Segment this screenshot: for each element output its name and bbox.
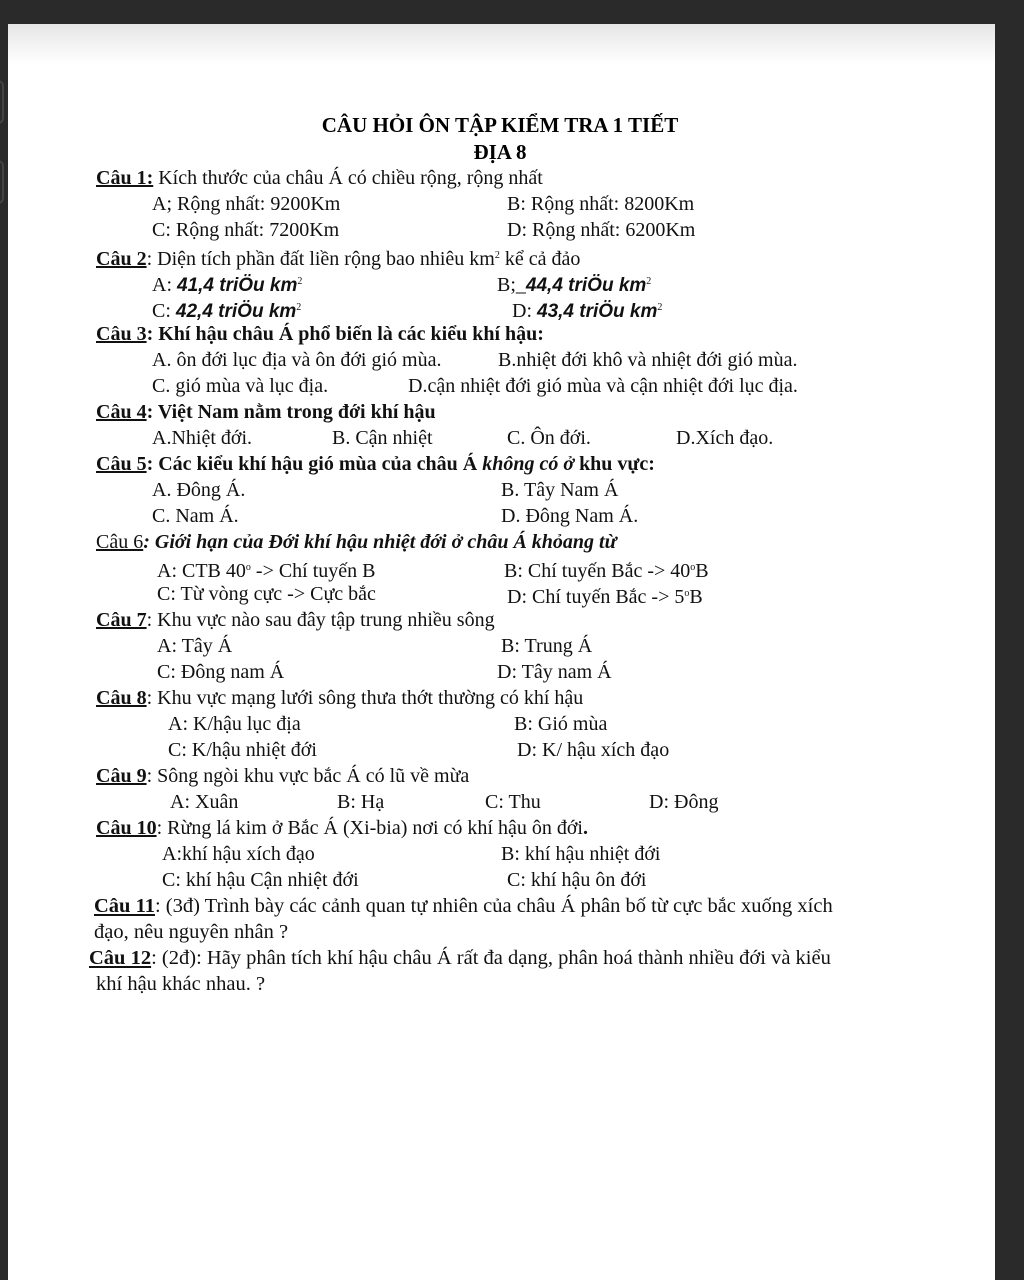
question-12-continued: khí hậu khác nhau. ? [96,973,266,995]
option-d: D. Đông Nam Á. [501,505,639,527]
question-label: Câu 3 [96,323,147,345]
option-a: A:khí hậu xích đạo [162,843,315,865]
option-d: D.cận nhiệt đới gió mùa và cận nhiệt đới lục địa. [408,375,798,397]
option-prefix: B;_ [497,274,526,296]
question-text: Kích thước của châu Á có chiều rộng, rộng nhất [153,167,543,189]
option-c [152,296,301,324]
question-label: Câu 6 [96,531,144,553]
option-text: 41,4 triÖu km [177,275,298,296]
question-label: Câu 2 [96,248,147,270]
option-c: C: Đông nam Á [157,661,285,683]
option-a [157,556,376,583]
question-9 [96,764,469,788]
question-text-italic: không có ở [482,453,575,475]
option-b [497,270,651,298]
question-12 [89,946,831,970]
question-text: khu vực: [574,453,655,475]
question-label: Câu 12 [89,947,152,969]
page-top-shadow [8,24,995,64]
option-c: C: Rộng nhất: 7200Km [152,219,340,241]
binder-ring-icon [0,160,4,204]
option-c: C: Thu [485,791,541,813]
question-text: : (2đ): Hãy phân tích khí hậu châu Á rất đa dạng, phân hoá thành nhiều đới và kiểu [151,947,831,969]
degree-symbol: o [690,562,696,573]
option-text: 43,4 triÖu km [537,301,658,322]
question-3 [96,322,544,346]
option-b: B. Cận nhiệt [332,427,433,449]
option-a: A. Đông Á. [152,479,246,501]
option-c: C. Ôn đới. [507,427,591,449]
option-text: A: CTB 40 [157,560,246,582]
question-label: Câu 9 [96,765,147,787]
option-d: D.Xích đạo. [676,427,774,449]
option-c: C: khí hậu Cận nhiệt đới [162,869,359,891]
option-d: D: Rộng nhất: 6200Km [507,219,696,241]
option-b: B: Gió mùa [514,713,608,735]
superscript: 2 [297,276,303,287]
option-d: C: khí hậu ôn đới [507,869,647,891]
question-6 [96,530,617,554]
option-text: B [695,560,709,582]
question-label: Câu 10 [96,817,157,839]
option-a: A: K/hậu lục địa [168,713,301,735]
question-2 [96,244,580,271]
question-8 [96,686,583,710]
option-b [504,556,709,583]
option-b: B: Trung Á [501,635,593,657]
question-4 [96,400,436,424]
superscript: 2 [494,250,500,261]
option-b: B: khí hậu nhiệt đới [501,843,661,865]
degree-symbol: o [245,562,251,573]
question-label: Câu 7 [96,609,147,631]
question-label: Câu 5 [96,453,147,475]
option-b: B. Tây Nam Á [501,479,619,501]
option-c: C: K/hậu nhiệt đới [168,739,317,761]
option-a: A.Nhiệt đới. [152,427,253,449]
option-text: 42,4 triÖu km [175,301,297,322]
document-subtitle: ĐỊA 8 [473,140,527,164]
superscript: 2 [657,302,663,313]
option-text: D: Chí tuyến Bắc -> 5 [507,586,685,608]
question-text: . [582,817,588,839]
question-text: : Sông ngòi khu vực bắc Á có lũ về mừa [146,765,470,787]
option-d: D: Tây nam Á [497,661,612,683]
option-d [512,296,662,324]
option-text: 44,4 triÖu km [525,275,647,296]
question-text: : Các kiểu khí hậu gió mùa của châu Á [146,453,483,475]
question-text: : Giới hạn của Đới khí hậu nhiệt đới ở châu Á khỏang từ [143,531,617,553]
question-text: : Việt Nam nằm trong đới khí hậu [146,401,436,423]
option-b: B: Rộng nhất: 8200Km [507,193,695,215]
question-label: Câu 4 [96,401,147,423]
question-text: : (3đ) Trình bày các cảnh quan tự nhiên của châu Á phân bố từ cực bắc xuống xích [154,895,833,917]
question-text: : Rừng lá kim ở Bắc Á (Xi-bia) nơi có khí hậu ôn đới [156,817,583,839]
option-d [507,582,703,609]
option-prefix: A: [152,274,177,296]
option-a: A. ôn đới lục địa và ôn đới gió mùa. [152,349,442,371]
question-11-continued: đạo, nêu nguyên nhân ? [94,921,289,943]
question-1 [96,166,543,190]
option-c: C: Từ vòng cực -> Cực bắc [157,583,376,605]
option-a: A: Tây Á [157,635,233,657]
superscript: 2 [646,276,652,287]
question-label: Câu 11 [94,895,155,917]
option-b: B.nhiệt đới khô và nhiệt đới gió mùa. [498,349,798,371]
option-c: C. Nam Á. [152,505,239,527]
option-text: B: Chí tuyến Bắc -> 40 [504,560,691,582]
question-7 [96,608,495,632]
question-label: Câu 1: [96,167,154,189]
question-10 [96,816,588,840]
option-c: C. gió mùa và lục địa. [152,375,329,397]
question-11 [94,894,833,918]
option-prefix: C: [152,300,176,322]
superscript: 2 [296,302,302,313]
option-a: A; Rộng nhất: 9200Km [152,193,341,215]
option-a: A: Xuân [170,791,239,813]
option-d: D: Đông [649,791,719,813]
question-5 [96,452,655,476]
question-text: : Khí hậu châu Á phổ biến là các kiểu khí hậu: [146,323,544,345]
question-text: kể cả đảo [499,248,581,270]
option-prefix: D: [512,300,537,322]
question-text: : Khu vực nào sau đây tập trung nhiều sông [146,609,495,631]
document-title: CÂU HỎI ÔN TẬP KIỂM TRA 1 TIẾT [321,113,679,137]
degree-symbol: o [684,588,690,599]
question-text: : Diện tích phần đất liền rộng bao nhiêu km [146,248,495,270]
option-text: B [689,586,703,608]
option-b: B: Hạ [337,791,385,813]
option-d: D: K/ hậu xích đạo [517,739,670,761]
question-text: : Khu vực mạng lưới sông thưa thớt thường có khí hậu [146,687,584,709]
question-label: Câu 8 [96,687,147,709]
option-a [152,270,302,298]
option-text: -> Chí tuyến B [250,560,376,582]
